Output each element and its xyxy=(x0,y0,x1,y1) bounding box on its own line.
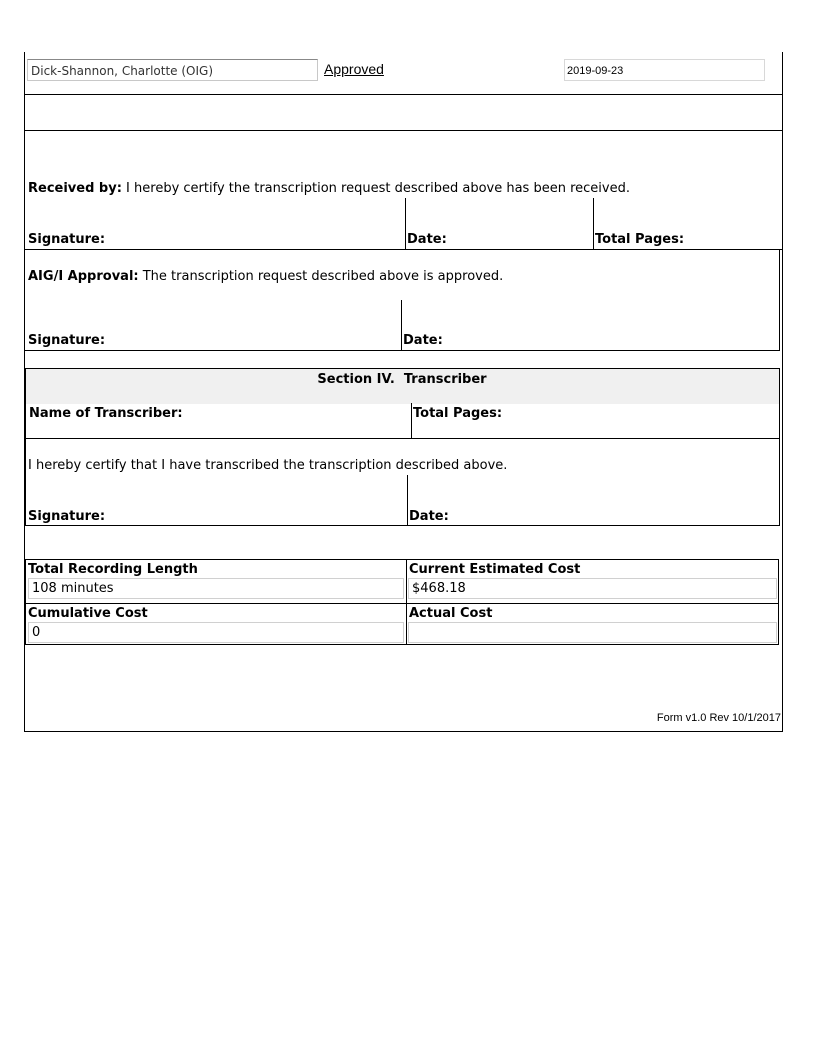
transcriber-certify-text: I hereby certify that I have transcribed the transcription described above. xyxy=(28,458,508,473)
section-iv-title: Section IV. Transcriber xyxy=(317,372,487,387)
total-recording-length-value: 108 minutes xyxy=(32,581,114,596)
costs-col-divider xyxy=(406,559,407,645)
cumulative-cost-value: 0 xyxy=(32,625,41,640)
transcriber-signature-label: Signature: xyxy=(28,509,106,524)
aig-signature-label: Signature: xyxy=(28,333,106,348)
actual-cost-label: Actual Cost xyxy=(409,606,493,621)
divider-1 xyxy=(24,94,783,95)
received-divider-date xyxy=(405,198,406,250)
cumulative-cost-label: Cumulative Cost xyxy=(28,606,148,621)
section-iv-left-border xyxy=(25,368,26,526)
received-date-label: Date: xyxy=(407,232,447,247)
cumulative-cost-field[interactable] xyxy=(28,622,404,643)
approval-date-value: 2019-09-23 xyxy=(567,65,624,77)
transcriber-sig-divider xyxy=(407,475,408,526)
aig-date-label: Date: xyxy=(403,333,443,348)
received-signature-label: Signature: xyxy=(28,232,106,247)
received-divider-pages xyxy=(593,198,594,250)
total-recording-length-label: Total Recording Length xyxy=(28,562,198,577)
received-text: I hereby certify the transcription request described above has been received. xyxy=(121,181,630,196)
approval-date-field[interactable] xyxy=(564,59,765,81)
received-total-pages-label: Total Pages: xyxy=(595,232,685,247)
costs-row-divider xyxy=(25,603,779,604)
aig-statement xyxy=(28,269,503,285)
divider-3 xyxy=(24,249,783,250)
outer-right-border xyxy=(782,52,783,732)
transcriber-total-pages-label: Total Pages: xyxy=(413,406,503,421)
approval-status-link[interactable]: Approved xyxy=(324,61,384,77)
approver-name-value: Dick-Shannon, Charlotte (OIG) xyxy=(31,64,214,78)
total-recording-length-field[interactable] xyxy=(28,578,404,599)
current-estimated-cost-label: Current Estimated Cost xyxy=(409,562,581,577)
current-estimated-cost-value: $468.18 xyxy=(412,581,466,596)
divider-2 xyxy=(24,130,783,131)
divider-5 xyxy=(25,438,780,439)
aig-right-border xyxy=(779,249,780,351)
divider-4 xyxy=(24,350,780,351)
received-heading: Received by: xyxy=(28,181,122,196)
form-version: Form v1.0 Rev 10/1/2017 xyxy=(656,712,781,724)
section-iv-right-border xyxy=(779,368,780,526)
aig-heading: AIG/I Approval: xyxy=(28,269,139,284)
outer-bottom-border xyxy=(24,731,783,732)
received-statement xyxy=(28,181,630,197)
transcriber-divider xyxy=(411,403,412,438)
divider-6 xyxy=(25,525,780,526)
aig-text: The transcription request described above is approved. xyxy=(138,269,504,284)
approver-name-field[interactable] xyxy=(27,59,318,81)
transcriber-date-label: Date: xyxy=(409,509,449,524)
aig-divider-date xyxy=(401,300,402,351)
transcriber-name-label: Name of Transcriber: xyxy=(29,406,183,421)
actual-cost-field[interactable] xyxy=(408,622,777,643)
current-estimated-cost-field[interactable] xyxy=(408,578,777,599)
